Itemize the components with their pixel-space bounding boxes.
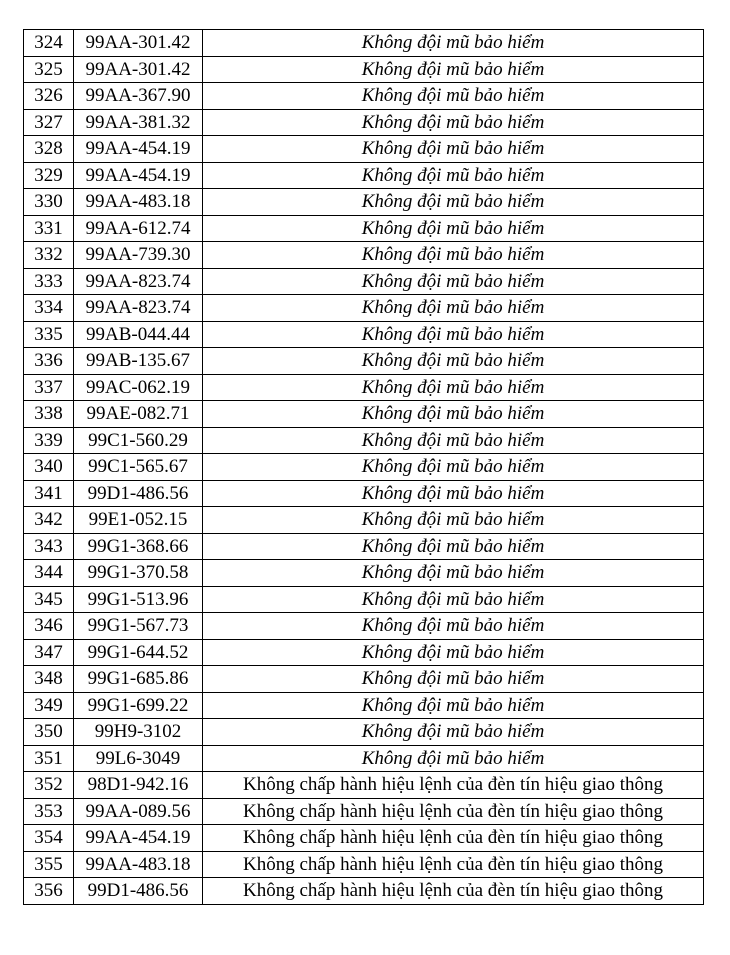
violation-cell: Không đội mũ bảo hiểm xyxy=(203,162,704,189)
table-row xyxy=(24,215,704,242)
license-plate-cell: 99G1-685.86 xyxy=(74,666,203,693)
table-row xyxy=(24,745,704,772)
license-plate-cell: 99G1-567.73 xyxy=(74,613,203,640)
table-row xyxy=(24,480,704,507)
table-row xyxy=(24,639,704,666)
license-plate-cell: 99AA-454.19 xyxy=(74,825,203,852)
license-plate-cell: 99AA-381.32 xyxy=(74,109,203,136)
table-row xyxy=(24,560,704,587)
table-row xyxy=(24,533,704,560)
violation-cell: Không đội mũ bảo hiểm xyxy=(203,613,704,640)
license-plate-cell: 99AA-823.74 xyxy=(74,268,203,295)
table-row xyxy=(24,878,704,905)
row-number-cell: 354 xyxy=(24,825,74,852)
table-row xyxy=(24,268,704,295)
violation-cell: Không chấp hành hiệu lệnh của đèn tín hiệu giao thông xyxy=(203,825,704,852)
table-row xyxy=(24,136,704,163)
row-number-cell: 349 xyxy=(24,692,74,719)
row-number-cell: 334 xyxy=(24,295,74,322)
violation-cell: Không chấp hành hiệu lệnh của đèn tín hiệu giao thông xyxy=(203,851,704,878)
row-number-cell: 342 xyxy=(24,507,74,534)
row-number-cell: 348 xyxy=(24,666,74,693)
license-plate-cell: 99G1-368.66 xyxy=(74,533,203,560)
violation-cell: Không đội mũ bảo hiểm xyxy=(203,189,704,216)
license-plate-cell: 99AC-062.19 xyxy=(74,374,203,401)
license-plate-cell: 99H9-3102 xyxy=(74,719,203,746)
row-number-cell: 336 xyxy=(24,348,74,375)
table-row xyxy=(24,295,704,322)
table-row xyxy=(24,162,704,189)
table-row xyxy=(24,719,704,746)
table-row xyxy=(24,507,704,534)
violation-cell: Không đội mũ bảo hiểm xyxy=(203,560,704,587)
violations-table xyxy=(23,29,704,905)
table-row xyxy=(24,321,704,348)
table-row xyxy=(24,83,704,110)
row-number-cell: 329 xyxy=(24,162,74,189)
row-number-cell: 335 xyxy=(24,321,74,348)
violation-cell: Không đội mũ bảo hiểm xyxy=(203,242,704,269)
row-number-cell: 325 xyxy=(24,56,74,83)
table-row xyxy=(24,613,704,640)
table-row xyxy=(24,798,704,825)
row-number-cell: 326 xyxy=(24,83,74,110)
table-row xyxy=(24,242,704,269)
violation-cell: Không đội mũ bảo hiểm xyxy=(203,666,704,693)
violation-cell: Không đội mũ bảo hiểm xyxy=(203,586,704,613)
row-number-cell: 337 xyxy=(24,374,74,401)
license-plate-cell: 99AA-483.18 xyxy=(74,189,203,216)
table-row xyxy=(24,586,704,613)
table-row xyxy=(24,851,704,878)
table-row xyxy=(24,666,704,693)
table-row xyxy=(24,454,704,481)
table-row xyxy=(24,109,704,136)
violation-cell: Không chấp hành hiệu lệnh của đèn tín hiệu giao thông xyxy=(203,772,704,799)
violations-table-body xyxy=(24,30,704,905)
violation-cell: Không đội mũ bảo hiểm xyxy=(203,295,704,322)
license-plate-cell: 99D1-486.56 xyxy=(74,878,203,905)
row-number-cell: 339 xyxy=(24,427,74,454)
table-row xyxy=(24,56,704,83)
table-row xyxy=(24,30,704,57)
violation-cell: Không đội mũ bảo hiểm xyxy=(203,401,704,428)
row-number-cell: 324 xyxy=(24,30,74,57)
violation-cell: Không đội mũ bảo hiểm xyxy=(203,321,704,348)
row-number-cell: 332 xyxy=(24,242,74,269)
row-number-cell: 340 xyxy=(24,454,74,481)
table-row xyxy=(24,427,704,454)
table-row xyxy=(24,348,704,375)
license-plate-cell: 99AA-483.18 xyxy=(74,851,203,878)
row-number-cell: 353 xyxy=(24,798,74,825)
row-number-cell: 330 xyxy=(24,189,74,216)
table-row xyxy=(24,401,704,428)
row-number-cell: 346 xyxy=(24,613,74,640)
row-number-cell: 338 xyxy=(24,401,74,428)
row-number-cell: 331 xyxy=(24,215,74,242)
table-row xyxy=(24,692,704,719)
violation-cell: Không đội mũ bảo hiểm xyxy=(203,533,704,560)
license-plate-cell: 99C1-565.67 xyxy=(74,454,203,481)
violation-cell: Không đội mũ bảo hiểm xyxy=(203,83,704,110)
violation-cell: Không đội mũ bảo hiểm xyxy=(203,109,704,136)
row-number-cell: 343 xyxy=(24,533,74,560)
violation-cell: Không đội mũ bảo hiểm xyxy=(203,639,704,666)
license-plate-cell: 99L6-3049 xyxy=(74,745,203,772)
violation-cell: Không đội mũ bảo hiểm xyxy=(203,348,704,375)
violation-cell: Không đội mũ bảo hiểm xyxy=(203,215,704,242)
violation-cell: Không đội mũ bảo hiểm xyxy=(203,30,704,57)
license-plate-cell: 99AA-301.42 xyxy=(74,56,203,83)
license-plate-cell: 99G1-699.22 xyxy=(74,692,203,719)
violation-cell: Không đội mũ bảo hiểm xyxy=(203,427,704,454)
row-number-cell: 350 xyxy=(24,719,74,746)
violation-cell: Không đội mũ bảo hiểm xyxy=(203,480,704,507)
license-plate-cell: 99AA-823.74 xyxy=(74,295,203,322)
row-number-cell: 352 xyxy=(24,772,74,799)
license-plate-cell: 98D1-942.16 xyxy=(74,772,203,799)
row-number-cell: 341 xyxy=(24,480,74,507)
license-plate-cell: 99AA-454.19 xyxy=(74,162,203,189)
license-plate-cell: 99C1-560.29 xyxy=(74,427,203,454)
row-number-cell: 345 xyxy=(24,586,74,613)
violation-cell: Không chấp hành hiệu lệnh của đèn tín hiệu giao thông xyxy=(203,878,704,905)
violation-cell: Không đội mũ bảo hiểm xyxy=(203,745,704,772)
license-plate-cell: 99AA-301.42 xyxy=(74,30,203,57)
license-plate-cell: 99AA-612.74 xyxy=(74,215,203,242)
table-row xyxy=(24,374,704,401)
violation-cell: Không đội mũ bảo hiểm xyxy=(203,136,704,163)
row-number-cell: 355 xyxy=(24,851,74,878)
license-plate-cell: 99AA-367.90 xyxy=(74,83,203,110)
violation-cell: Không đội mũ bảo hiểm xyxy=(203,268,704,295)
license-plate-cell: 99AA-454.19 xyxy=(74,136,203,163)
row-number-cell: 327 xyxy=(24,109,74,136)
license-plate-cell: 99AA-089.56 xyxy=(74,798,203,825)
row-number-cell: 356 xyxy=(24,878,74,905)
violation-cell: Không đội mũ bảo hiểm xyxy=(203,692,704,719)
license-plate-cell: 99AB-135.67 xyxy=(74,348,203,375)
violation-cell: Không đội mũ bảo hiểm xyxy=(203,454,704,481)
row-number-cell: 351 xyxy=(24,745,74,772)
license-plate-cell: 99D1-486.56 xyxy=(74,480,203,507)
violation-cell: Không chấp hành hiệu lệnh của đèn tín hiệu giao thông xyxy=(203,798,704,825)
row-number-cell: 328 xyxy=(24,136,74,163)
violation-cell: Không đội mũ bảo hiểm xyxy=(203,56,704,83)
row-number-cell: 333 xyxy=(24,268,74,295)
violation-cell: Không đội mũ bảo hiểm xyxy=(203,719,704,746)
violation-cell: Không đội mũ bảo hiểm xyxy=(203,507,704,534)
license-plate-cell: 99G1-370.58 xyxy=(74,560,203,587)
table-row xyxy=(24,825,704,852)
license-plate-cell: 99G1-513.96 xyxy=(74,586,203,613)
row-number-cell: 344 xyxy=(24,560,74,587)
row-number-cell: 347 xyxy=(24,639,74,666)
table-row xyxy=(24,189,704,216)
table-row xyxy=(24,772,704,799)
license-plate-cell: 99AE-082.71 xyxy=(74,401,203,428)
license-plate-cell: 99E1-052.15 xyxy=(74,507,203,534)
license-plate-cell: 99AB-044.44 xyxy=(74,321,203,348)
violation-cell: Không đội mũ bảo hiểm xyxy=(203,374,704,401)
license-plate-cell: 99G1-644.52 xyxy=(74,639,203,666)
license-plate-cell: 99AA-739.30 xyxy=(74,242,203,269)
